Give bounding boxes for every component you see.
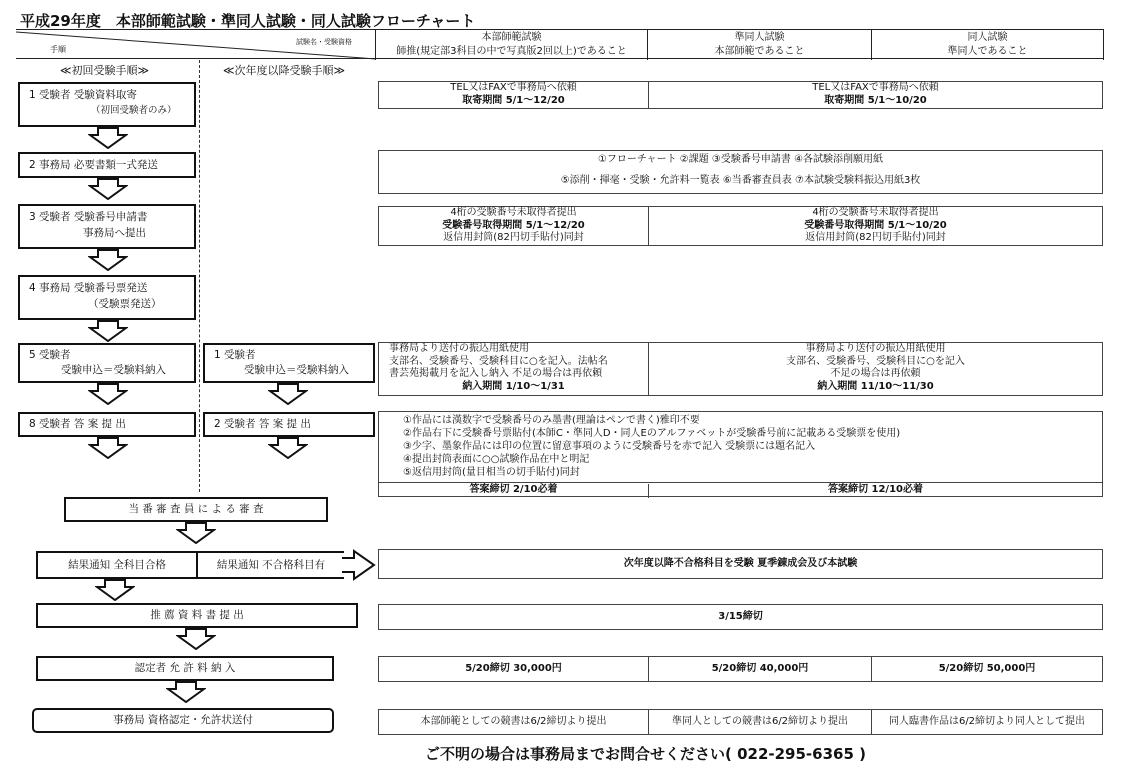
info-period: 取寄期間 5/1～10/20 [824, 94, 927, 106]
info-payment [378, 342, 1103, 396]
contact-footer: ご不明の場合は事務局までお問合せください( 022-295-6365 ) [425, 745, 866, 763]
info-line: 支部名、受験番号、受験科目に○を記入。法帖名 [389, 355, 608, 367]
submission-note: ①作品には漢数字で受験番号のみ墨書(理論はペンで書く)雅印不要 [403, 415, 700, 426]
info-competition [378, 709, 1103, 735]
step-text: 2 事務局 必要書類一式発送 [29, 159, 158, 171]
qualification-label: 試験名・受験資格 [296, 38, 352, 46]
documents-line-1: ①フローチャート ②課題 ③受験番号申請書 ④各試験添削願用紙 [597, 154, 884, 165]
info-line: 事務局より送付の振込用紙使用 [805, 343, 946, 354]
page-title: 平成29年度 本部師範試験・準同人試験・同人試験フローチャート [20, 12, 476, 30]
step-next-2 [203, 412, 375, 437]
step-first-8 [18, 412, 196, 437]
step-first-3 [18, 204, 196, 249]
down-arrow-icon [166, 681, 206, 703]
info-line: 返信用封筒(82円切手貼付)同封 [443, 232, 584, 243]
deadline-row [379, 482, 1102, 496]
fee-shihan: 5/20締切 30,000円 [379, 657, 649, 681]
competition-shihan: 本部師範としての競書は6/2締切より提出 [379, 710, 649, 734]
info-documents [378, 150, 1103, 194]
step-text: 4 事務局 受験番号票発送 [29, 282, 148, 294]
info-line: 事務局より送付の振込用紙使用 [389, 343, 529, 354]
down-arrow-icon [88, 320, 128, 342]
exam-qualification: 準同人であること [947, 46, 1028, 57]
header-col-dojin [872, 30, 1104, 60]
submission-note: ③少字、墨象作品には印の位置に留意事項のように受験番号を赤で記入 受験票には題名記入 [403, 441, 816, 452]
info-line: 支部名、受験番号、受験科目に○を記入 [786, 355, 965, 367]
competition-jundojin: 準同人としての競書は6/2締切より提出 [649, 710, 872, 734]
step-first-5 [18, 343, 196, 383]
documents-line-2: ⑤添削・揮毫・受験・允許料一覧表 ⑥当番審査員表 ⑦本試験受験料振込用紙3枚 [560, 174, 921, 186]
step-subtext: （受験票発送） [88, 298, 162, 310]
exam-name: 準同人試験 [734, 32, 785, 43]
deadline-others: 答案締切 12/10必着 [828, 484, 923, 495]
step-first-2 [18, 152, 196, 178]
step-result-pass: 結果通知 全科目合格 [36, 551, 198, 579]
down-arrow-icon [88, 127, 128, 149]
info-line: 不足の場合は再依頼 [830, 368, 921, 379]
down-arrow-icon [268, 437, 308, 459]
step-result-fail: 結果通知 不合格科目有 [196, 551, 344, 579]
submission-note: ④提出封筒表面に○○試験作品在中と明記 [403, 454, 590, 465]
info-request-others [649, 82, 1102, 108]
down-arrow-icon [95, 579, 135, 601]
down-arrow-icon [176, 522, 216, 544]
header-table [16, 29, 1104, 59]
step-text: 1 受験者 受験資料取寄 [29, 89, 137, 101]
step-subtext: 受験申込＝受験料納入 [244, 364, 349, 376]
step-recommend: 推 薦 資 料 書 提 出 [36, 603, 358, 628]
info-number-request-others [649, 207, 1102, 245]
step-subtext: （初回受験者のみ） [91, 105, 177, 116]
info-submission [378, 411, 1103, 497]
step-text: 3 受験者 受験番号申請書 [29, 211, 148, 223]
info-number-request-shihan [379, 207, 649, 245]
exam-qualification: 本部師範であること [714, 46, 805, 57]
step-review: 当 番 審 査 員 に よ る 審 査 [64, 497, 328, 522]
info-line: 書芸苑掲載月を記入し納入 不足の場合は再依頼 [389, 368, 603, 379]
info-number-request [378, 206, 1103, 246]
info-period: 取寄期間 5/1～12/20 [462, 94, 565, 106]
info-period: 納入期間 11/10～11/30 [817, 380, 934, 392]
exam-name: 同人試験 [967, 32, 1008, 43]
down-arrow-icon [88, 437, 128, 459]
submission-note: ⑤返信用封筒(量目相当の切手貼付)同封 [403, 467, 580, 478]
step-license-fee: 認定者 允 許 料 納 入 [36, 656, 334, 681]
down-arrow-icon [88, 178, 128, 200]
step-first-1 [18, 82, 196, 127]
deadline-shihan: 答案締切 2/10必着 [379, 484, 649, 498]
competition-dojin: 同人臨書作品は6/2締切より同人として提出 [888, 716, 1086, 727]
step-text: 5 受験者 [29, 349, 71, 361]
section-first-label: ≪初回受験手順≫ [60, 64, 150, 77]
fee-jundojin: 5/20締切 40,000円 [649, 657, 872, 681]
info-request [378, 81, 1103, 109]
header-diagonal-cell [16, 30, 376, 60]
info-request-shihan [379, 82, 649, 108]
step-text: 8 受験者 答 案 提 出 [29, 418, 126, 430]
step-text: 2 受験者 答 案 提 出 [214, 418, 311, 430]
info-retake: 次年度以降不合格科目を受験 夏季錬成会及び本試験 [378, 549, 1103, 579]
section-divider [199, 60, 200, 492]
down-arrow-icon [88, 249, 128, 271]
info-period: 受験番号取得期間 5/1～10/20 [804, 219, 947, 231]
section-next-label: ≪次年度以降受験手順≫ [223, 64, 346, 77]
info-fees [378, 656, 1103, 682]
submission-note: ②作品右下に受験番号票貼付(本師C・準同人D・同人Eのアルファベットが受験番号前に記載ある受験票を使用) [403, 428, 901, 439]
info-line: TEL又はFAXで事務局へ依頼 [812, 82, 939, 93]
info-payment-shihan [379, 343, 649, 395]
info-line: TEL又はFAXで事務局へ依頼 [450, 82, 577, 93]
info-payment-others [649, 343, 1102, 395]
step-label: 手順 [50, 45, 66, 54]
step-next-1 [203, 343, 375, 383]
info-period: 納入期間 1/10～1/31 [462, 380, 565, 392]
down-arrow-icon [88, 383, 128, 405]
fee-dojin: 5/20締切 50,000円 [938, 663, 1036, 674]
info-recommend-deadline: 3/15締切 [378, 604, 1103, 630]
info-period: 受験番号取得期間 5/1～12/20 [442, 219, 585, 231]
step-subtext: 受験申込＝受験料納入 [61, 364, 166, 376]
step-text: 1 受験者 [214, 349, 256, 361]
down-arrow-icon [268, 383, 308, 405]
step-subtext: 事務局へ提出 [83, 227, 146, 239]
info-line: 4桁の受験番号未取得者提出 [812, 207, 939, 218]
down-arrow-icon [176, 628, 216, 650]
submission-notes [403, 414, 900, 479]
header-col-shihan [376, 30, 648, 60]
exam-name: 本部師範試験 [481, 32, 542, 43]
exam-qualification: 師推(規定部3科目の中で写真版2回以上)であること [396, 46, 627, 57]
right-arrow-icon [342, 549, 376, 581]
info-line: 返信用封筒(82円切手貼付)同封 [805, 232, 946, 243]
step-certify: 事務局 資格認定・允許状送付 [32, 708, 334, 733]
step-first-4 [18, 275, 196, 320]
header-col-jundojin [648, 30, 872, 60]
info-line: 4桁の受験番号未取得者提出 [450, 207, 577, 218]
